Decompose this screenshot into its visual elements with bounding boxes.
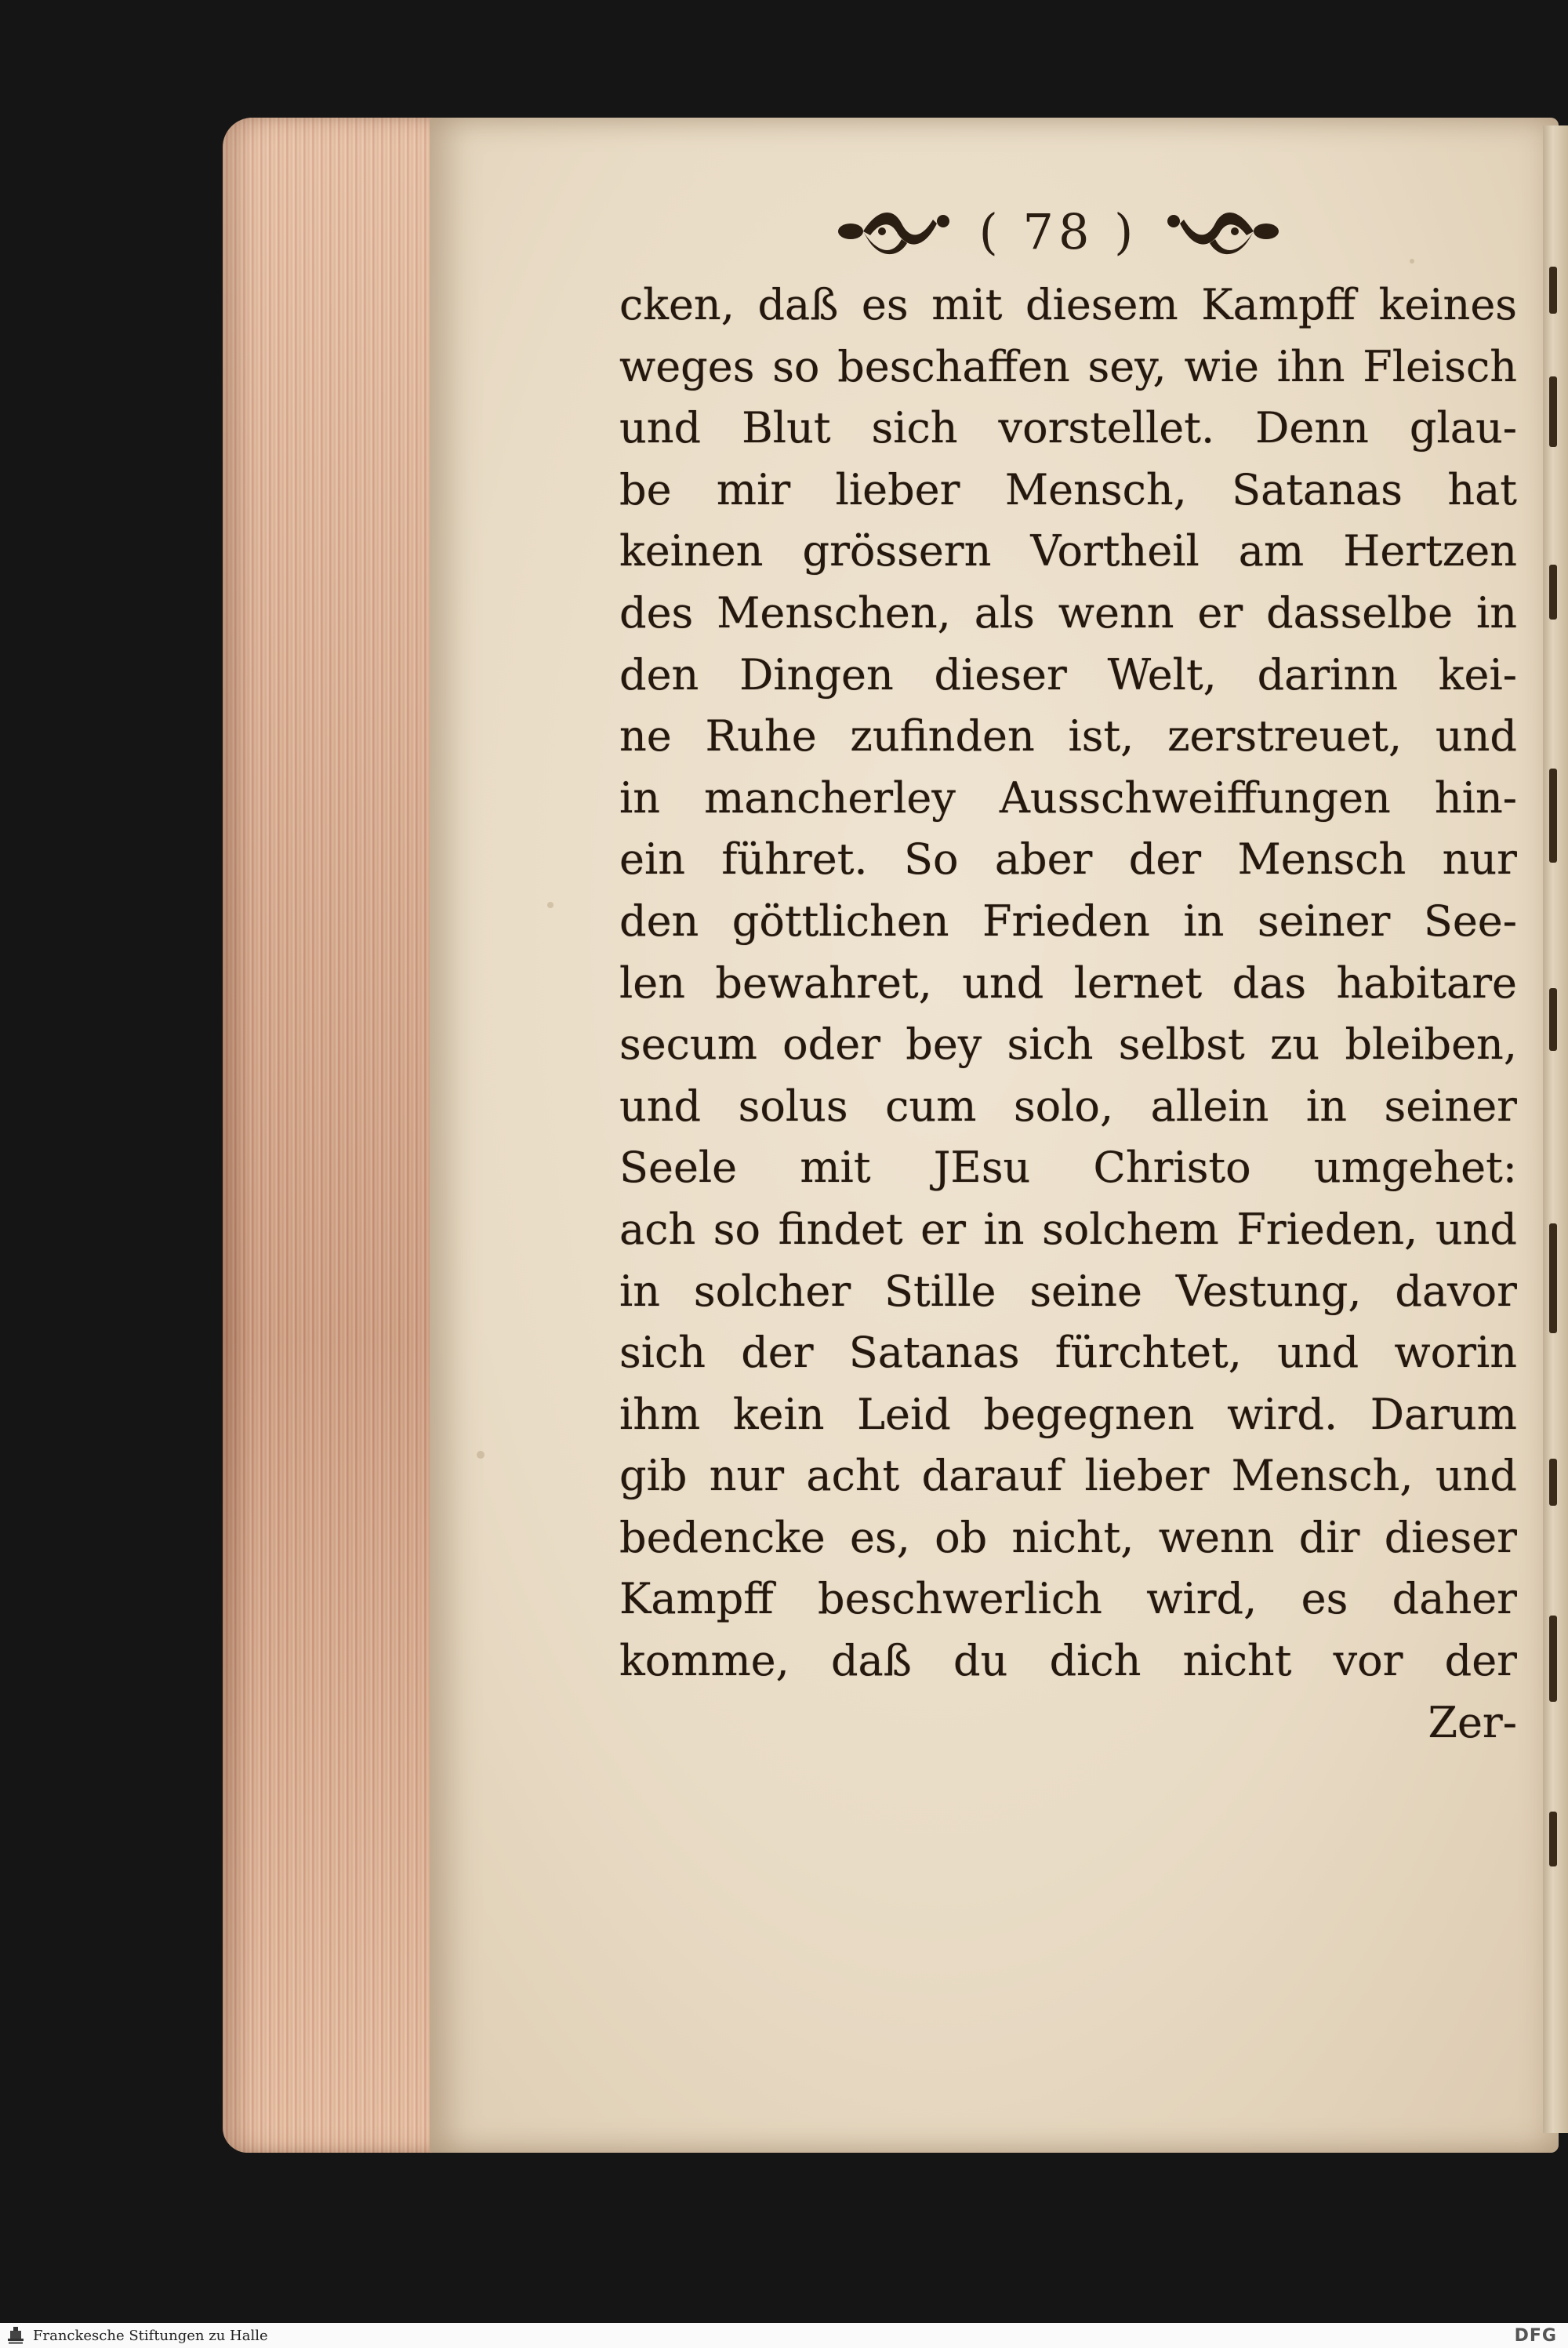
text-line: gib nur acht darauf lieber Mensch, und [619, 1451, 1517, 1501]
text-line: keinen grössern Vortheil am Hertzen [619, 526, 1517, 576]
text-line: in solcher Stille seine Vestung, davor [619, 1266, 1517, 1316]
page-number: ( 78 ) [978, 202, 1138, 260]
book-page-edges [223, 118, 458, 2153]
text-line: weges so beschaffen sey, wie ihn Fleisch [619, 341, 1517, 391]
text-line: ach so findet er in solchem Frieden, und [619, 1204, 1517, 1254]
text-line: len bewahret, und lernet das habitare [619, 958, 1517, 1008]
text-line: den Dingen dieser Welt, darinn kei- [619, 649, 1517, 700]
text-line: sich der Satanas fürchtet, und worin [619, 1328, 1517, 1378]
text-line: Seele mit JEsu Christo umgehet: [619, 1143, 1517, 1193]
text-line: in mancherley Ausschweiffungen hin- [619, 772, 1517, 823]
text-line: secum oder bey sich selbst zu bleiben, [619, 1020, 1517, 1070]
catchword: Zer- [1428, 1697, 1517, 1747]
foundation-logo-icon [6, 2325, 25, 2346]
text-line: ne Ruhe zufinden ist, zerstreuet, und [619, 711, 1517, 761]
next-page-sliver [1543, 125, 1568, 2133]
viewer-footer [0, 2323, 1568, 2348]
text-line: bedencke es, ob nicht, wenn dir dieser [619, 1512, 1517, 1562]
text-line: cken, daß es mit diesem Kampff keines [619, 280, 1517, 329]
page-body-text [619, 274, 1529, 1754]
text-line: und solus cum solo, allein in seiner [619, 1081, 1517, 1131]
text-line: des Menschen, als wenn er dasselbe in [619, 587, 1517, 638]
text-line: ein führet. So aber der Mensch nur [619, 834, 1517, 885]
text-line: und Blut sich vorstellet. Denn glau- [619, 403, 1517, 453]
text-line: be mir lieber Mensch, Satanas hat [619, 464, 1517, 514]
dfg-logo[interactable]: DFG [1514, 2325, 1557, 2346]
text-line: den göttlichen Frieden in seiner See- [619, 896, 1517, 946]
page-header [823, 196, 1294, 267]
text-line: komme, daß du dich nicht vor der [619, 1636, 1517, 1686]
text-line: ihm kein Leid begegnen wird. Darum [619, 1389, 1517, 1439]
institution-credit[interactable] [0, 2325, 268, 2346]
right-ornament-icon [1164, 204, 1282, 259]
left-ornament-icon [835, 204, 953, 259]
institution-name: Franckesche Stiftungen zu Halle [33, 2327, 268, 2344]
text-line: Kampff beschwerlich wird, es daher [619, 1574, 1517, 1624]
